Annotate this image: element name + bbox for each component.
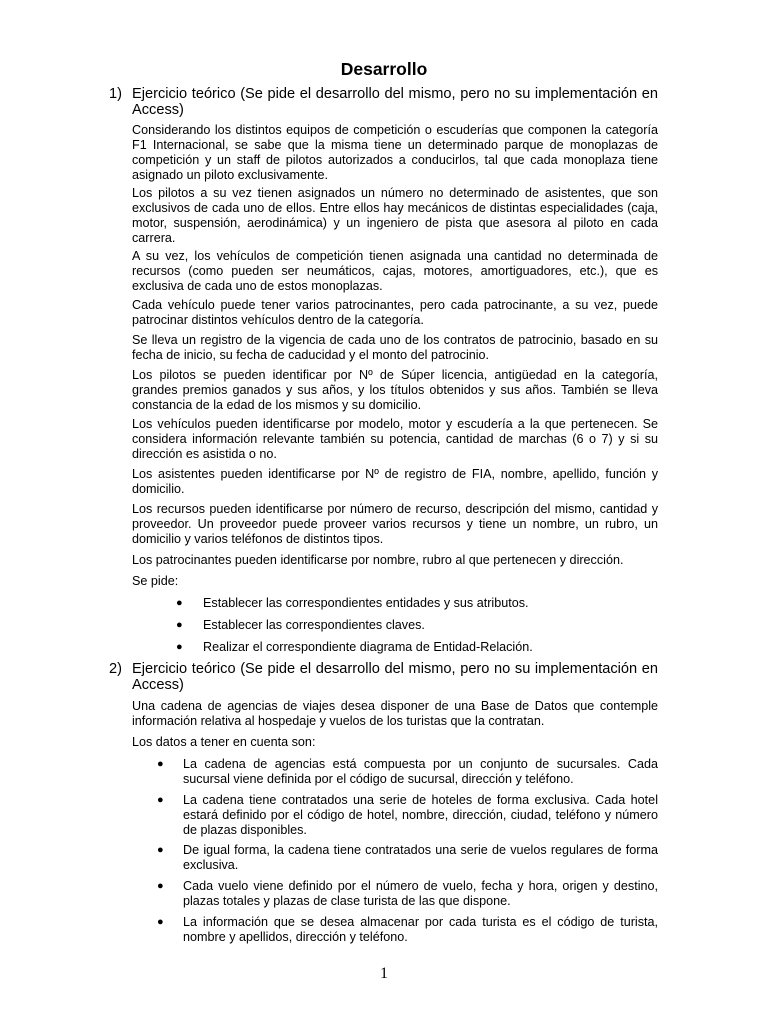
ex1-paragraph-7: Los vehículos pueden identificarse por modelo, motor y escudería a la que pertenecen. Se considera información relevante también su potencia, cantidad de marchas (6 o 7) y si su dirección es asistida o no. <box>132 417 658 461</box>
exercise-2-heading-text: Ejercicio teórico (Se pide el desarrollo del mismo, pero no su implementación en Access) <box>132 661 658 693</box>
exercise-1-number: 1) <box>109 86 122 102</box>
bullet-dot-icon: ● <box>176 597 183 609</box>
bullet-dot-icon: ● <box>157 794 164 806</box>
bullet-dot-icon: ● <box>176 619 183 631</box>
ex1-paragraph-10: Los patrocinantes pueden identificarse por nombre, rubro al que pertenecen y dirección. <box>132 553 624 567</box>
bullet-dot-icon: ● <box>157 880 164 892</box>
ex1-paragraph-8: Los asistentes pueden identificarse por Nº de registro de FIA, nombre, apellido, función y domicilio. <box>132 467 658 496</box>
bullet-dot-icon: ● <box>157 844 164 856</box>
document-title: Desarrollo <box>340 59 428 79</box>
bullet-dot-icon: ● <box>157 758 164 770</box>
bullet-dot-icon: ● <box>157 916 164 928</box>
ex1-paragraph-6: Los pilotos se pueden identificar por Nº de Súper licencia, antigüedad en la categoría, grandes premios ganados y sus años, y los títulos obtenidos y sus años. También se lleva constancia de la edad de los mismos y su domicilio. <box>132 368 658 412</box>
ex2-paragraph-2: Los datos a tener en cuenta son: <box>132 735 316 749</box>
ex2-paragraph-1: Una cadena de agencias de viajes desea disponer de una Base de Datos que contemple información relativa al hospedaje y vuelos de los turistas que la contratan. <box>132 699 658 728</box>
ex1-paragraph-4: Cada vehículo puede tener varios patrocinantes, pero cada patrocinante, a su vez, puede patrocinar distintos vehículos dentro de la categoría. <box>132 298 658 327</box>
exercise-2-heading <box>109 661 658 693</box>
ex1-paragraph-11: Se pide: <box>132 574 179 588</box>
exercise-1-heading <box>109 86 658 118</box>
ex1-paragraph-2: Los pilotos a su vez tienen asignados un número no determinado de asistentes, que son exclusivos de cada uno de ellos. Entre ellos hay mecánicos de distintas especialidades (caja, motor, suspensión, aerodinámica) y un ingeniero de pista que asesora al piloto en cada carrera. <box>132 186 658 245</box>
exercise-2-number: 2) <box>109 661 122 677</box>
bullet-dot-icon: ● <box>176 641 183 653</box>
page-number: 1 <box>380 965 388 982</box>
document-page: Desarrollo 1) Ejercicio teórico (Se pide el desarrollo del mismo, pero no su implementación en Access) Considerando los distintos equipos de competición o escuderías que componen la categoría F1 Internacional, se sabe que la misma tiene un determinado parque de monoplazas de competición y un staff de pilotos autorizados a conducirlos, tal que cada monoplaza tiene asignado un piloto exclusivamente. Los pilotos a su vez tienen asignados un número no determinado de asistentes, que son exclusivos de cada uno de ellos. Entre ellos hay mecánicos de distintas especialidades (caja, motor, suspensión, aerodinámica) y un ingeniero de pista que asesora al piloto en cada carrera. A su vez, los vehículos de competición tienen asignada una cantidad no determinada de recursos (como pueden ser neumáticos, cajas, motores, amortiguadores, etc.), que es exclusiva de cada uno de estos monoplazas. Cada vehículo puede tener varios patrocinantes, pero cada patrocinante, a su vez, puede patrocinar distintos vehículos dentro de la categoría. Se lleva un registro de la vigencia de cada uno de los contratos de patrocinio, basado en su fecha de inicio, su fecha de caducidad y el monto del patrocinio. Los pilotos se pueden identificar por Nº de Súper licencia, antigüedad en la categoría, grandes premios ganados y sus años, y los títulos obtenidos y sus años. También se lleva constancia de la edad de los mismos y su domicilio. Los vehículos pueden identificarse por modelo, motor y escudería a la que pertenecen. Se considera información relevante también su potencia, cantidad de marchas (6 o 7) y si su dirección es asistida o no. Los asistentes pueden identificarse por Nº de registro de FIA, nombre, apellido, función y domicilio. Los recursos pueden identificarse por número de recurso, descripción del mismo, cantidad y proveedor. Un proveedor puede proveer varios recursos y tiene un nombre, un rubro, un domicilio y varios teléfonos de distintos tipos. Los patrocinantes pueden identificarse por nombre, rubro al que pertenecen y dirección. Se pide: ● Establecer las correspondientes entidades y sus atributos. ● Establecer las correspondientes claves. ● Realizar el correspondiente diagrama de Entidad-Relación. 2) Ejercicio teórico (Se pide el desarrollo del mismo, pero no su implementación en Access) Una cadena de agencias de viajes desea disponer de una Base de Datos que contemple información relativa al hospedaje y vuelos de los turistas que la contratan. Los datos a tener en cuenta son: ● La cadena de agencias está compuesta por un conjunto de sucursales. Cada sucursal viene definida por el código de sucursal, dirección y teléfono. ● La cadena tiene contratados una serie de hoteles de forma exclusiva. Cada hotel estará definido por el código de hotel, nombre, dirección, ciudad, teléfono y número de plazas disponibles. ● De igual forma, la cadena tiene contratados una serie de vuelos regulares de forma exclusiva. ● Cada vuelo viene definido por el número de vuelo, fecha y hora, origen y destino, plazas totales y plazas de clase turista de las que dispone. ● La información que se desea almacenar por cada turista es el código de turista, nombre y apellidos, dirección y teléfono. 1 <box>0 0 768 1024</box>
ex1-paragraph-3: A su vez, los vehículos de competición tienen asignada una cantidad no determinada de recursos (como pueden ser neumáticos, cajas, motores, amortiguadores, etc.), que es exclusiva de cada uno de estos monoplazas. <box>132 249 658 293</box>
ex1-paragraph-1: Considerando los distintos equipos de competición o escuderías que componen la categoría F1 Internacional, se sabe que la misma tiene un determinado parque de monoplazas de competición y un staff de pilotos autorizados a conducirlos, tal que cada monoplaza tiene asignado un piloto exclusivamente. <box>132 123 658 182</box>
ex1-paragraph-9: Los recursos pueden identificarse por número de recurso, descripción del mismo, cantidad y proveedor. Un proveedor puede proveer varios recursos y tiene un nombre, un rubro, un domicilio y varios teléfonos de distintos tipos. <box>132 502 658 546</box>
exercise-1-heading-text: Ejercicio teórico (Se pide el desarrollo del mismo, pero no su implementación en Access) <box>132 86 658 118</box>
ex1-paragraph-5: Se lleva un registro de la vigencia de cada uno de los contratos de patrocinio, basado en su fecha de inicio, su fecha de caducidad y el monto del patrocinio. <box>132 333 658 362</box>
